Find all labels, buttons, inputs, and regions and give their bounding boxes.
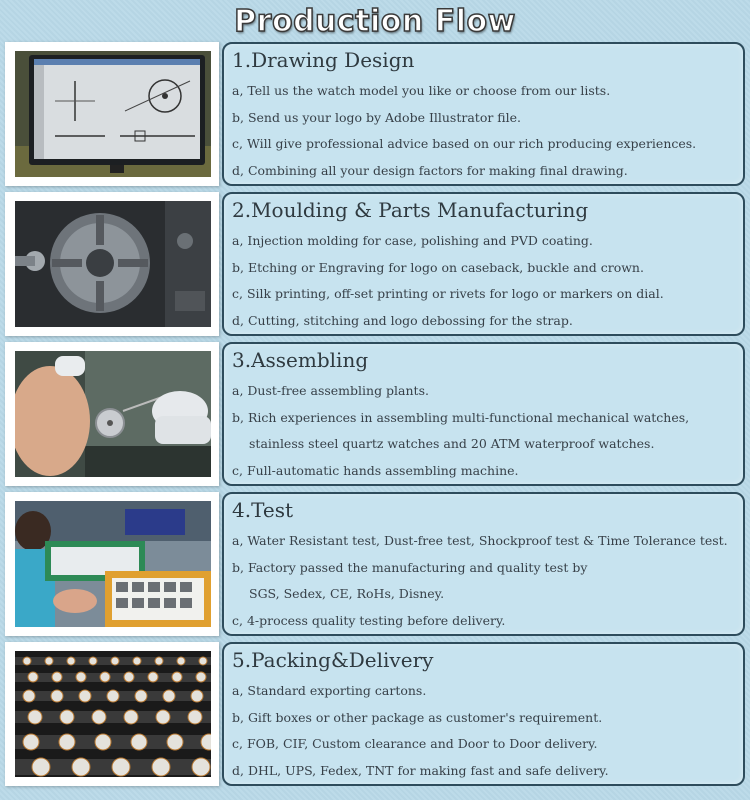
step-photo-frame: [5, 42, 219, 186]
step-card: [222, 192, 745, 336]
step-photo-frame: [5, 492, 219, 636]
step-moulding-parts: [0, 192, 750, 338]
step-title: 2.Moulding & Parts Manufacturing: [232, 198, 589, 222]
step-card: [222, 642, 745, 786]
step-drawing-design: [0, 42, 750, 188]
step-title: 1.Drawing Design: [232, 48, 415, 72]
list-item: SGS, Sedex, CE, RoHs, Disney.: [249, 586, 445, 601]
list-item: d, DHL, UPS, Fedex, TNT for making fast and safe delivery.: [232, 762, 609, 778]
step-title: 4.Test: [232, 498, 294, 522]
quality-testing-trays-photo: [15, 501, 211, 627]
step-card: [222, 42, 745, 186]
watches-rows-packing-photo: [15, 651, 211, 777]
list-item: c, FOB, CIF, Custom clearance and Door to Door delivery.: [232, 736, 598, 751]
step-items: [232, 678, 609, 784]
gloved-hands-assembling-photo: [15, 351, 211, 477]
list-item: d, Cutting, stitching and logo debossing for the strap.: [232, 312, 573, 328]
list-item: b, Factory passed the manufacturing and quality test by: [232, 559, 588, 575]
list-item: b, Gift boxes or other package as customer's requirement.: [232, 709, 603, 725]
list-item: b, Send us your logo by Adobe Illustrator file.: [232, 109, 522, 125]
step-photo-frame: [5, 342, 219, 486]
list-item: c, Will give professional advice based on our rich producing experiences.: [232, 136, 697, 151]
step-packing-delivery: [0, 642, 750, 788]
page-title: Production Flow: [234, 4, 516, 39]
list-item: c, Full-automatic hands assembling machine.: [232, 462, 519, 478]
list-item: b, Rich experiences in assembling multi-functional mechanical watches,: [232, 409, 690, 425]
list-item: a, Injection molding for case, polishing and PVD coating.: [232, 233, 593, 248]
step-title: 3.Assembling: [232, 348, 369, 372]
step-items: [232, 228, 664, 334]
lathe-machine-photo: [15, 201, 211, 327]
list-item: c, 4-process quality testing before delivery.: [232, 612, 506, 628]
list-item: a, Tell us the watch model you like or choose from our lists.: [232, 83, 611, 98]
step-items: [232, 378, 689, 484]
step-photo-frame: [5, 192, 219, 336]
list-item: b, Etching or Engraving for logo on caseback, buckle and crown.: [232, 259, 644, 275]
list-item: a, Dust-free assembling plants.: [232, 383, 429, 398]
list-item: d, Combining all your design factors for making final drawing.: [232, 162, 628, 178]
list-item: a, Standard exporting cartons.: [232, 683, 427, 698]
step-card: [222, 492, 745, 636]
list-item: a, Water Resistant test, Dust-free test, Shockproof test & Time Tolerance test.: [232, 533, 728, 548]
step-title: 5.Packing&Delivery: [232, 648, 434, 672]
list-item: c, Silk printing, off-set printing or rivets for logo or markers on dial.: [232, 286, 664, 301]
step-assembling: [0, 342, 750, 488]
step-items: [232, 78, 696, 184]
step-test: [0, 492, 750, 638]
monitor-cad-drawing-photo: [15, 51, 211, 177]
step-card: [222, 342, 745, 486]
list-item: stainless steel quartz watches and 20 ATM waterproof watches.: [249, 436, 655, 451]
step-items: [232, 528, 728, 634]
step-photo-frame: [5, 642, 219, 786]
